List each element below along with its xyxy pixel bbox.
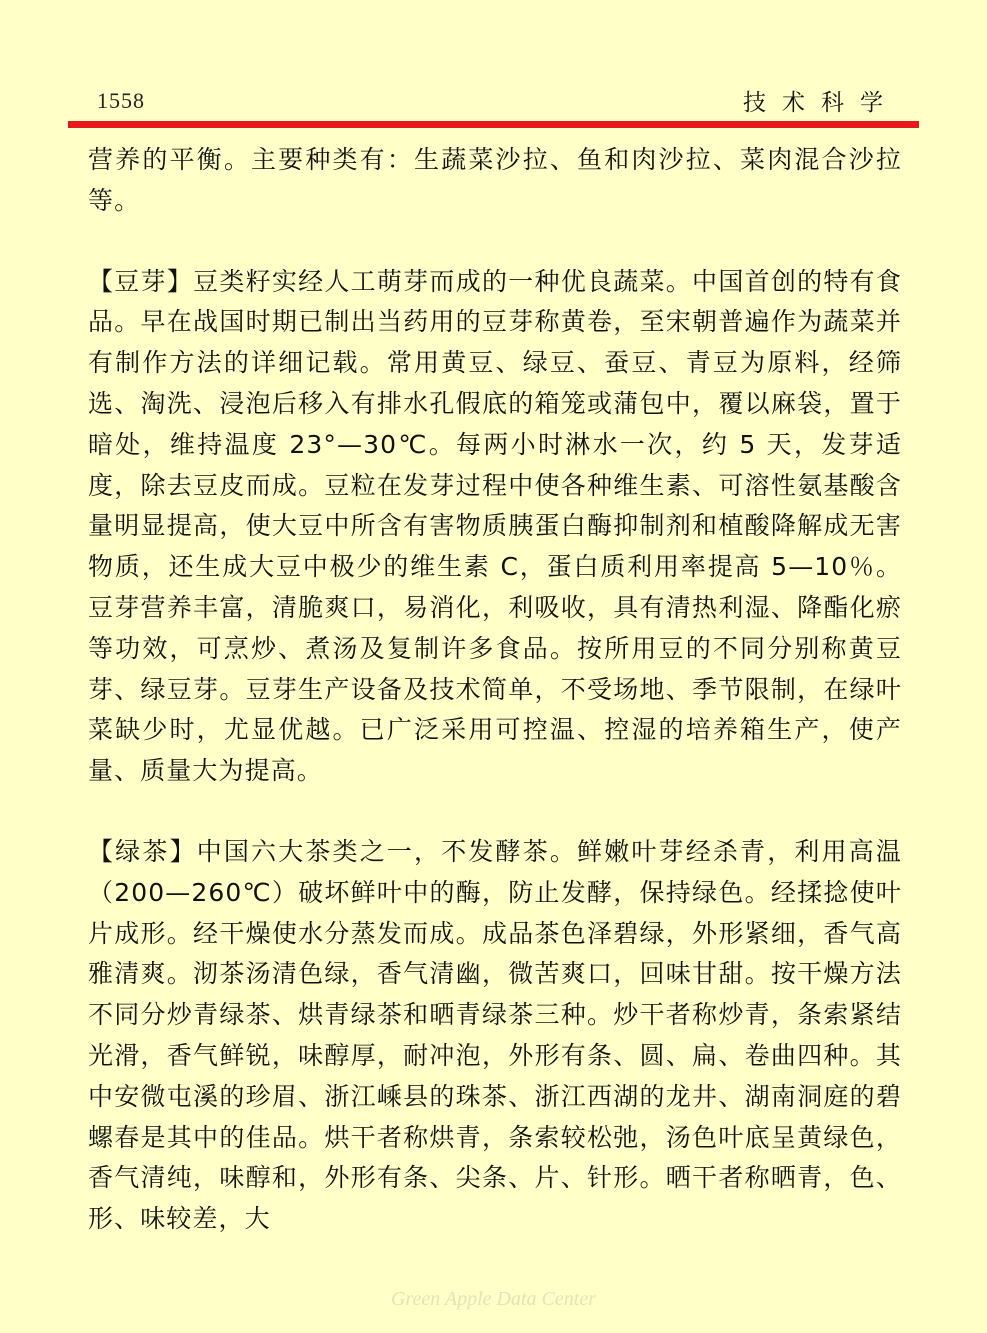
paragraph-gap (88, 222, 902, 262)
running-title: 技术科学 (743, 90, 899, 116)
article-body (88, 140, 902, 1240)
paragraph-continuation: 营养的平衡。主要种类有：生蔬菜沙拉、鱼和肉沙拉、菜肉混合沙拉等。 (88, 145, 902, 215)
entry-text-bean-sprouts: 豆类籽实经人工萌芽而成的一种优良蔬菜。中国首创的特有食品。早在战国时期已制出当药用的豆芽称黄卷，至宋朝普遍作为蔬菜并有制作方法的详细记载。常用黄豆、绿豆、蚕豆、青豆为原料，经筛选、淘洗、浸泡后移入有排水孔假底的箱笼或蒲包中，覆以麻袋，置于暗处，维持温度 23°—30℃。每两小时淋水一次，约 5 天，发芽适度，除去豆皮而成。豆粒在发芽过程中使各种维生素、可溶性氨基酸含量明显提高，使大豆中所含有害物质胰蛋白酶抑制剂和植酸降解成无害物质，还生成大豆中极少的维生素 C，蛋白质利用率提高 5—10％。豆芽营养丰富，清脆爽口，易消化，利吸收，具有清热利湿、降酯化瘀等功效，可烹炒、煮汤及复制许多食品。按所用豆的不同分别称黄豆芽、绿豆芽。豆芽生产设备及技术简单，不受场地、季节限制，在绿叶菜缺少时，尤显优越。已广泛采用可控温、控湿的培养箱生产，使产量、质量大为提高。 (88, 266, 903, 786)
paragraph-gap (88, 792, 902, 832)
watermark: Green Apple Data Center (391, 1288, 596, 1310)
entry-term-green-tea: 【绿茶】 (88, 836, 197, 866)
entry-bean-sprouts (88, 262, 902, 792)
entry-term-bean-sprouts: 【豆芽】 (88, 266, 194, 296)
entry-green-tea (88, 832, 902, 1240)
header-rule (68, 121, 919, 128)
entry-text-green-tea: 中国六大茶类之一，不发酵茶。鲜嫩叶芽经杀青，利用高温（200—260℃）破坏鲜叶中的酶，防止发酵，保持绿色。经揉捻使叶片成形。经干燥使水分蒸发而成。成品茶色泽碧绿，外形紧细，香气高雅清爽。沏茶汤清色绿，香气清幽，微苦爽口，回味甘甜。按干燥方法不同分炒青绿茶、烘青绿茶和晒青绿茶三种。炒干者称炒青，条索紧结光滑，香气鲜锐，味醇厚，耐冲泡，外形有条、圆、扁、卷曲四种。其中安微屯溪的珍眉、浙江嵊县的珠茶、浙江西湖的龙井、湖南洞庭的碧螺春是其中的佳品。烘干者称烘青，条索较松弛，汤色叶底呈黄绿色，香气清纯，味醇和，外形有条、尖条、片、针形。晒干者称晒青，色、形、味较差，大 (88, 836, 903, 1234)
page-number: 1558 (97, 88, 145, 113)
